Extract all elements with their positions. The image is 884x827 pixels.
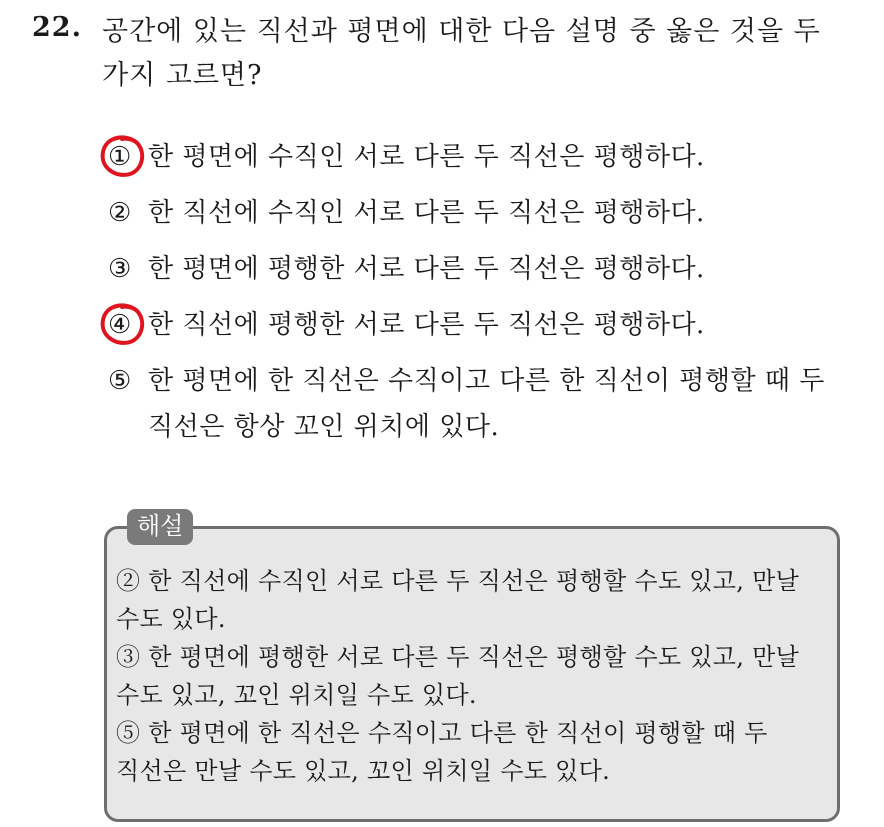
question-number: 22. — [32, 12, 82, 43]
choice-number: ③ — [108, 254, 132, 284]
choice-text: 한 직선에 수직인 서로 다른 두 직선은 평행하다. — [148, 198, 705, 228]
choice-text-line1: 한 평면에 한 직선은 수직이고 다른 한 직선이 평행할 때 두 — [148, 366, 825, 396]
choice-number: ⑤ — [108, 366, 132, 396]
solution-line: 수도 있다. — [116, 605, 226, 633]
question-stem: 공간에 있는 직선과 평면에 대한 다음 설명 중 옳은 것을 두 가지 고르면? — [102, 16, 821, 91]
choice-text: 한 평면에 평행한 서로 다른 두 직선은 평행하다. — [148, 254, 705, 284]
choice-1 — [108, 134, 705, 180]
choice-5 — [108, 358, 825, 450]
choice-3 — [108, 246, 705, 292]
choice-number: ④ — [108, 310, 132, 340]
solution-line: ③ 한 평면에 평행한 서로 다른 두 직선은 평행할 수도 있고, 만날 — [116, 643, 800, 671]
choice-number: ① — [108, 142, 132, 172]
solution-line: 수도 있고, 꼬인 위치일 수도 있다. — [116, 681, 477, 709]
choice-text: 한 직선에 평행한 서로 다른 두 직선은 평행하다. — [148, 310, 705, 340]
choice-number: ② — [108, 198, 132, 228]
choice-2 — [108, 190, 705, 236]
solution-line: ② 한 직선에 수직인 서로 다른 두 직선은 평행할 수도 있고, 만날 — [116, 567, 800, 595]
choice-text: 한 평면에 수직인 서로 다른 두 직선은 평행하다. — [148, 142, 705, 172]
solution-text — [116, 562, 828, 790]
solution-line: ⑤ 한 평면에 한 직선은 수직이고 다른 한 직선이 평행할 때 두 — [116, 719, 768, 747]
solution-label: 해설 — [127, 509, 193, 545]
choice-4 — [108, 302, 705, 348]
solution-line: 직선은 만날 수도 있고, 꼬인 위치일 수도 있다. — [116, 757, 611, 785]
choice-text-line2: 직선은 항상 꼬인 위치에 있다. — [148, 412, 500, 442]
